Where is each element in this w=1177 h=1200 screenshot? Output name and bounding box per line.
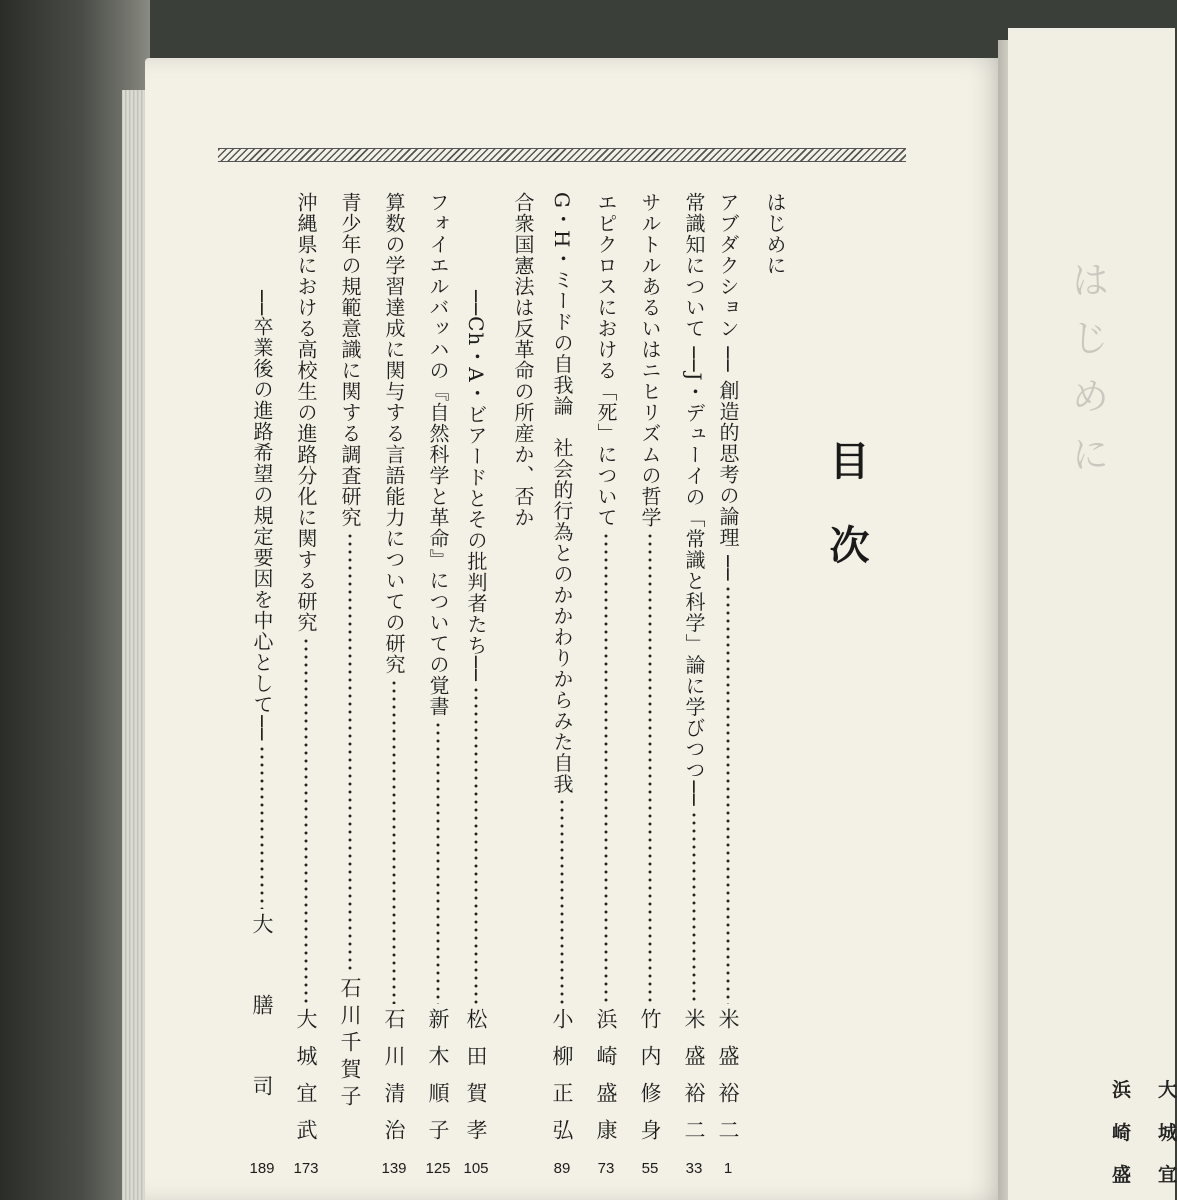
entry-author: 米盛裕二 <box>682 1008 706 1156</box>
right-page-char: 宜 <box>1158 1164 1177 1186</box>
entry-author: 松田賀孝 <box>464 1008 488 1156</box>
entry-title: 算数の学習達成に関与する言語能力についての研究 <box>382 192 406 675</box>
entry-title: 沖縄県における高校生の進路分化に関する研究 <box>294 192 318 633</box>
entry-author: 大膳司 <box>250 913 274 1156</box>
entry-title: ──Ch・A・ビアードとその批判者たち── <box>464 290 488 682</box>
toc-entry <box>462 290 490 1177</box>
leader-dots <box>726 585 730 1004</box>
entry-page: 55 <box>641 1160 659 1177</box>
right-page-char: 城 <box>1158 1122 1177 1144</box>
entry-author: 竹内修身 <box>638 1008 662 1156</box>
entry-title: エピクロスにおける「死」について <box>594 192 618 528</box>
toc-intro: はじめに <box>763 192 787 276</box>
leader-dots <box>348 532 352 973</box>
entry-page: 173 <box>293 1160 319 1177</box>
entry-page: 1 <box>723 1160 733 1177</box>
toc-entry <box>336 192 364 1112</box>
entry-title: アブダクション ── 創造的思考の論理 ── <box>716 192 740 582</box>
toc-entry <box>680 192 708 1177</box>
entry-page: 33 <box>685 1160 703 1177</box>
right-page-char: 盛 <box>1112 1164 1132 1186</box>
entry-title: サルトルあるいはニヒリズムの哲学 <box>638 192 662 528</box>
toc-title: 目次 <box>823 440 870 608</box>
toc-entry <box>292 192 320 1177</box>
entry-page: 189 <box>249 1160 275 1177</box>
entry-author: 浜崎盛康 <box>594 1008 618 1156</box>
entry-page: 73 <box>597 1160 615 1177</box>
entry-author: 大城宜武 <box>294 1008 318 1156</box>
entry-page: 105 <box>463 1160 489 1177</box>
leader-dots <box>692 811 696 1004</box>
leader-dots <box>648 532 652 1004</box>
leader-dots <box>392 679 396 1004</box>
toc-entry <box>424 192 452 1177</box>
leader-dots <box>260 745 264 909</box>
entry-author: 米盛裕二 <box>716 1008 740 1156</box>
leader-dots <box>304 637 308 1004</box>
decorative-border-top <box>218 148 906 162</box>
entry-author: 石川千賀子 <box>338 977 362 1112</box>
leader-dots <box>474 686 478 1004</box>
entry-title: 合衆国憲法は反革命の所産か、否か <box>511 192 535 528</box>
right-page-char: 崎 <box>1112 1122 1132 1144</box>
leader-dots <box>560 798 564 1004</box>
entry-author: 新木順子 <box>426 1008 450 1156</box>
toc-entry <box>636 192 664 1177</box>
entry-title: 青少年の規範意識に関する調査研究 <box>338 192 362 528</box>
right-page-char: 大 <box>1158 1079 1177 1101</box>
right-page-char: 浜 <box>1112 1079 1132 1101</box>
leader-dots <box>604 532 608 1004</box>
toc-entry <box>592 192 620 1177</box>
toc-entry <box>380 192 408 1177</box>
right-page <box>1008 28 1175 1200</box>
toc-entry <box>248 290 276 1177</box>
entry-author: 小柳正弘 <box>550 1008 574 1156</box>
entry-author: 石川清治 <box>382 1008 406 1156</box>
entry-page: 125 <box>425 1160 451 1177</box>
toc-entry <box>548 192 576 1177</box>
leader-dots <box>436 721 440 1004</box>
entry-title: ──卒業後の進路希望の規定要因を中心として── <box>250 290 274 742</box>
entry-page: 139 <box>381 1160 407 1177</box>
entry-title: フォイエルバッハの『自然科学と革命』についての覚書 <box>426 192 450 717</box>
right-page-ghost-heading: はじめに <box>1065 260 1109 492</box>
toc-entry <box>714 192 742 1177</box>
entry-title: 常識知について ──J・デューイの「常識と科学」論に学びつつ── <box>682 192 706 807</box>
entry-page: 89 <box>553 1160 571 1177</box>
entry-title: G・H・ミードの自我論 社会的行為とのかかわりからみた自我 <box>550 192 574 795</box>
